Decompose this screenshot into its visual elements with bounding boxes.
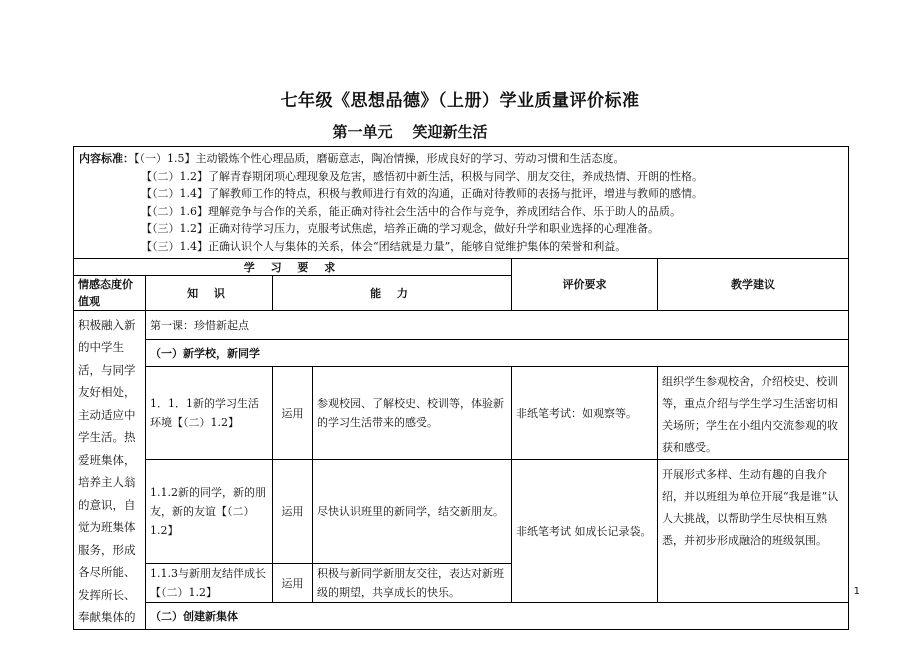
knowledge-cell: 1.1.3与新朋友结伴成长【（二）1.2】 xyxy=(146,563,273,602)
unit-name: 笑迎新生活 xyxy=(412,123,488,141)
level-cell: 运用 xyxy=(273,459,313,563)
page-number: 1 xyxy=(853,586,860,597)
teaching-cell: 开展形式多样、生动有趣的自我介绍，并以班组为单位开展“我是谁”认人大挑战，以帮助学生尽快相互熟悉，并初步形成融洽的班级氛围。 xyxy=(658,459,849,602)
standard-item: 【（二）1.4】了解教师工作的特点，积极与教师进行有效的沟通，正确对待教师的表扬与批评，增进与教师的感情。 xyxy=(141,187,703,201)
content-standards xyxy=(74,147,849,259)
evaluation-cell: 非纸笔考试 如成长记录袋。 xyxy=(512,459,658,602)
unit-number: 第一单元 xyxy=(332,123,393,141)
ability-cell: 尽快认识班里的新同学，结交新朋友。 xyxy=(313,459,512,563)
standards-table xyxy=(73,146,849,630)
ability-cell: 参观校园、了解校史、校训等，体验新的学习生活带来的感受。 xyxy=(313,366,512,459)
knowledge-cell: 1．1．1新的学习生活环境【（二）1.2】 xyxy=(146,366,273,459)
ability-header: 能 力 xyxy=(273,275,512,310)
lesson-title: 第一课：珍惜新起点 xyxy=(146,310,849,339)
standard-item: 【（一）1.5】主动锻炼个性心理品质，磨砺意志，陶冶情操，形成良好的学习、劳动习惯和生活态度。 xyxy=(134,152,625,165)
evaluation-cell: 非纸笔考试：如观察等。 xyxy=(512,366,658,459)
knowledge-cell: 1.1.2新的同学，新的朋友，新的友谊【（二）1.2】 xyxy=(146,459,273,563)
section-heading: （二）创建新集体 xyxy=(146,602,849,629)
knowledge-header: 知 识 xyxy=(146,275,273,310)
teaching-header: 教学建议 xyxy=(658,258,849,310)
attitude-header: 情感态度价值观 xyxy=(74,275,146,310)
learning-requirements-header: 学 习 要 求 xyxy=(74,258,512,275)
unit-heading xyxy=(0,121,820,142)
standard-item: 【（三）1.4】正确认识个人与集体的关系，体会“团结就是力量”，能够自觉维护集体的荣誉和利益。 xyxy=(141,239,627,253)
level-cell: 运用 xyxy=(273,366,313,459)
attitude-cell: 积极融入新的中学生活，与同学友好相处，主动适应中学生活。热爱班集体，培养主人翁的意识，自觉为班集体服务，形成各尽所能、发挥所长、奉献集体的 xyxy=(74,310,146,629)
ability-cell: 积极与新同学新朋友交往，表达对新班级的期望，共享成长的快乐。 xyxy=(313,563,512,602)
section-heading: （一）新学校，新同学 xyxy=(146,339,849,366)
standard-item: 【（二）1.6】理解竞争与合作的关系，能正确对待社会生活中的合作与竞争，养成团结合作、乐于助人的品质。 xyxy=(141,204,681,218)
level-cell: 运用 xyxy=(273,563,313,602)
evaluation-header: 评价要求 xyxy=(512,258,658,310)
standard-item: 【（三）1.2】正确对待学习压力，克服考试焦虑，培养正确的学习观念，做好升学和职业选择的心理准备。 xyxy=(141,222,659,236)
standard-item: 【（二）1.2】了解青春期闭项心理现象及危害，感悟初中新生活，积极与同学、朋友交往，养成热情、开朗的性格。 xyxy=(141,169,703,183)
teaching-cell: 组织学生参观校舍，介绍校史、校训等，重点介绍与学生学习生活密切相关场所；学生在小组内交流参观的收获和感受。 xyxy=(658,366,849,459)
content-standards-label: 内容标准： xyxy=(79,152,134,165)
document-title: 七年级《思想品德》（上册）学业质量评价标准 xyxy=(280,91,640,111)
